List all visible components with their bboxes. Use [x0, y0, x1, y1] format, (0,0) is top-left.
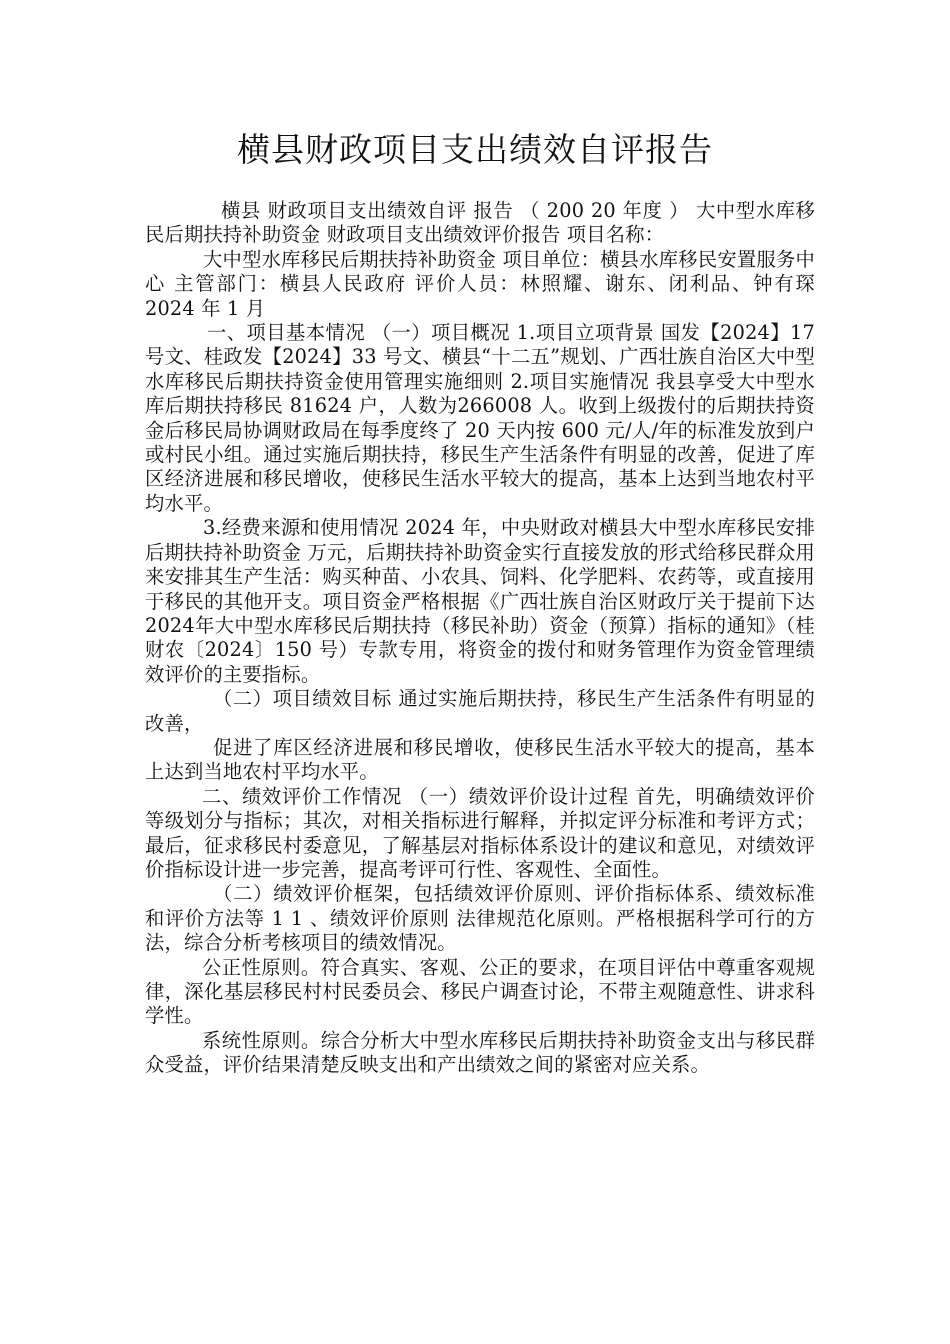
- paragraph-header: 横县 财政项目支出绩效自评 报告 （ 200 20 年度 ） 大中型水库移民后期扶持补助资金 财政项目支出绩效评价报告 项目名称：: [145, 199, 815, 247]
- paragraph-fairness-principle: 公正性原则。符合真实、客观、公正的要求，在项目评估中尊重客观规律，深化基层移民村村民委员会、移民户调查讨论，不带主观随意性、讲求科学性。: [145, 955, 815, 1028]
- paragraph-funding-source: 3.经费来源和使用情况 2024 年，中央财政对横县大中型水库移民安排后期扶持补助资金 万元，后期扶持补助资金实行直接发放的形式给移民群众用来安排其生产生活：购买种苗、小农具、饲料、化学肥料、农药等，或直接用于移民的其他开支。项目资金严格根据《广西壮族自治区财政厅关于提前下达 2024年大中型水库移民后期扶持（移民补助）资金（预算）指标的通知》（桂财农〔2024〕150 号）专款专用，将资金的拨付和财务管理作为资金管理绩效评价的主要指标。: [145, 516, 815, 686]
- paragraph-performance-goal: （二）项目绩效目标 通过实施后期扶持，移民生产生活条件有明显的改善，: [145, 687, 815, 735]
- paragraph-evaluation-work: 二、绩效评价工作情况 （一）绩效评价设计过程 首先，明确绩效评价等级划分与指标；其次，对相关指标进行解释，并拟定评分标准和考评方式；最后，征求移民村委意见，了解基层对指标体系设计的建议和意见，对绩效评价指标设计进一步完善，提高考评可行性、客观性、全面性。: [145, 784, 815, 881]
- paragraph-evaluation-framework: （二）绩效评价框架，包括绩效评价原则、评价指标体系、绩效标准和评价方法等 1 1 、绩效评价原则 法律规范化原则。严格根据科学可行的方法，综合分析考核项目的绩效情况。: [145, 882, 815, 955]
- report-body: [145, 199, 815, 1078]
- paragraph-goal-continued: 促进了库区经济进展和移民增收，使移民生活水平较大的提高，基本上达到当地农村平均水平。: [145, 735, 815, 784]
- paragraph-project-info: 大中型水库移民后期扶持补助资金 项目单位：横县水库移民安置服务中心 主管部门：横县人民政府 评价人员：林照耀、谢东、闭利品、钟有琛 2024 年 1 月: [145, 247, 815, 320]
- paragraph-systematic-principle: 系统性原则。综合分析大中型水库移民后期扶持补助资金支出与移民群众受益，评价结果清楚反映支出和产出绩效之间的紧密对应关系。: [145, 1028, 815, 1077]
- paragraph-basic-situation: 一、项目基本情况 （一）项目概况 1.项目立项背景 国发【2024】17 号文、桂政发【2024】33 号文、横县“十二五”规划、广西壮族自治区大中型水库移民后期扶持资金使用管理实施细则 2.项目实施情况 我县享受大中型水库后期扶持移民 81624 户，人数为266008 人。收到上级拨付的后期扶持资金后移民局协调财政局在每季度终了 20 天内按 600 元/人/年的标准发放到户或村民小组。通过实施后期扶持，移民生产生活条件有明显的改善，促进了库区经济进展和移民增收，使移民生活水平较大的提高，基本上达到当地农村平均水平。: [145, 321, 815, 515]
- report-title: 横县财政项目支出绩效自评报告: [237, 130, 713, 169]
